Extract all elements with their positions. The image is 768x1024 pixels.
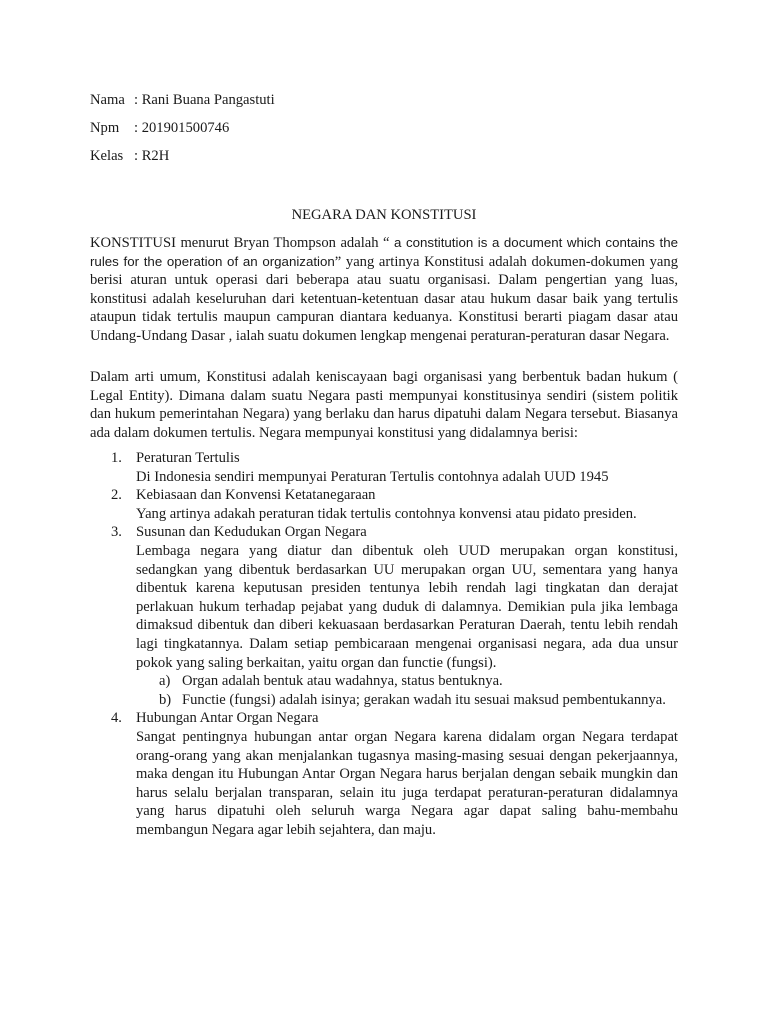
paragraph-definition-rest: ” yang artinya Konstitusi adalah dokumen-dokumen yang berisi aturan untuk operasi dari beberapa atau suatu organisasi. Dalam pengertian yang luas, konstitusi adalah keseluruhan dari ketentuan-ketentuan dasar atau hukum dasar baik yang tertulis ataupun tidak tertulis maupun campuran diantara keduanya. Konstitusi berarti piagam dasar atau Undang-Undang Dasar , ialah suatu dokumen lengkap mengenai peraturan-peraturan dasar Negara. [90,253,678,344]
sublist-item [136,672,678,691]
thompson-quote: a constitution is a document which contains the rules for the operation of an organization [90,235,678,269]
list-item [90,486,678,523]
paragraph-general-meaning: Dalam arti umum, Konstitusi adalah keniscayaan bagi organisasi yang berbentuk badan hukum ( Legal Entity). Dimana dalam suatu Negara pasti mempunyai konstitusinya sendiri (sistem politik dan hukum pemerintahan Negara) yang berlaku dan harus dipatuhi dalam Negara tersebut. Biasanya ada dalam dokumen tertulis. Negara mempunyai konstitusi yang didalamnya berisi: [90,369,678,441]
npm-label: Npm [90,120,120,136]
list-item-title: Kebiasaan dan Konvensi Ketatanegaraan [136,487,376,504]
list-item-body: Sangat pentingnya hubungan antar organ Negara karena didalam organ Negara terdapat orang-orang yang akan menjalankan tugasnya masing-masing sesuai dengan pekerjaannya, maka dengan itu Hubungan Antar Organ Negara harus berjalan dengan sebaik mungkin dan harus selalu berjalan transparan, selain itu juga terdapat peraturan-peraturan didalamnya yang harus dipatuhi oleh seluruh warga Negara agar dapat saling bahu-membahu membangun Negara agar lebih sejahtera, dan maju. [136,728,678,838]
list-item-body: Lembaga negara yang diatur dan dibentuk oleh UUD merupakan organ konstitusi, sedangkan yang dibentuk berdasarkan UU merupakan organ UU, sementara yang hanya dibentuk karena keputusan presiden tentunya lebih rendah lagi tingkatan dan derajat perlakuan hukum terhadap pejabat yang duduk di dalamnya. Demikian pula jika lembaga dimaksud dibentuk dan diberi kekuasaan berdasarkan Peraturan Daerah, tentu lebih rendah lagi tingkatannya. Dalam setiap pembicaraan mengenai organisasi negara, ada dua unsur pokok yang saling berkaitan, yaitu organ dan functie (fungsi). [136,542,678,671]
paragraph-definition [90,234,678,346]
list-item-title: Susunan dan Kedudukan Organ Negara [136,524,367,541]
sublist-item-letter: b) [159,691,172,708]
list-item-number: 1. [111,450,122,466]
kelas-label: Kelas [90,148,124,164]
list-item-number: 2. [111,487,122,504]
organ-function-sublist [136,672,678,709]
name-label: Nama [90,92,125,108]
sublist-item-text: Functie (fungsi) adalah isinya; gerakan wadah itu sesuai maksud pembentukannya. [182,691,666,708]
paragraph-definition-lead: KONSTITUSI menurut Bryan Thompson adalah “ [90,235,395,251]
document-title: NEGARA DAN KONSTITUSI [291,207,477,223]
identity-row-npm [90,119,275,147]
list-item [90,709,678,839]
list-item-body: Di Indonesia sendiri mempunyai Peraturan Tertulis contohnya adalah UUD 1945 [136,468,609,485]
identity-row-kelas [90,147,275,175]
kelas-value: : R2H [134,148,170,164]
name-value: : Rani Buana Pangastuti [134,92,275,108]
list-item-body: Yang artinya adakah peraturan tidak tertulis contohnya konvensi atau pidato presiden. [136,505,637,522]
student-identity [90,91,275,175]
list-item-title: Peraturan Tertulis [136,450,240,466]
list-item-number: 4. [111,710,122,727]
list-item [90,449,678,486]
list-item-number: 3. [111,524,122,541]
sublist-item-letter: a) [159,673,171,690]
list-item [90,523,678,709]
identity-row-name [90,91,275,119]
list-item-title: Hubungan Antar Organ Negara [136,710,319,727]
constitution-contents-list [90,449,678,839]
sublist-item [136,691,678,710]
sublist-item-text: Organ adalah bentuk atau wadahnya, status bentuknya. [182,673,503,690]
npm-value: : 201901500746 [134,120,230,136]
